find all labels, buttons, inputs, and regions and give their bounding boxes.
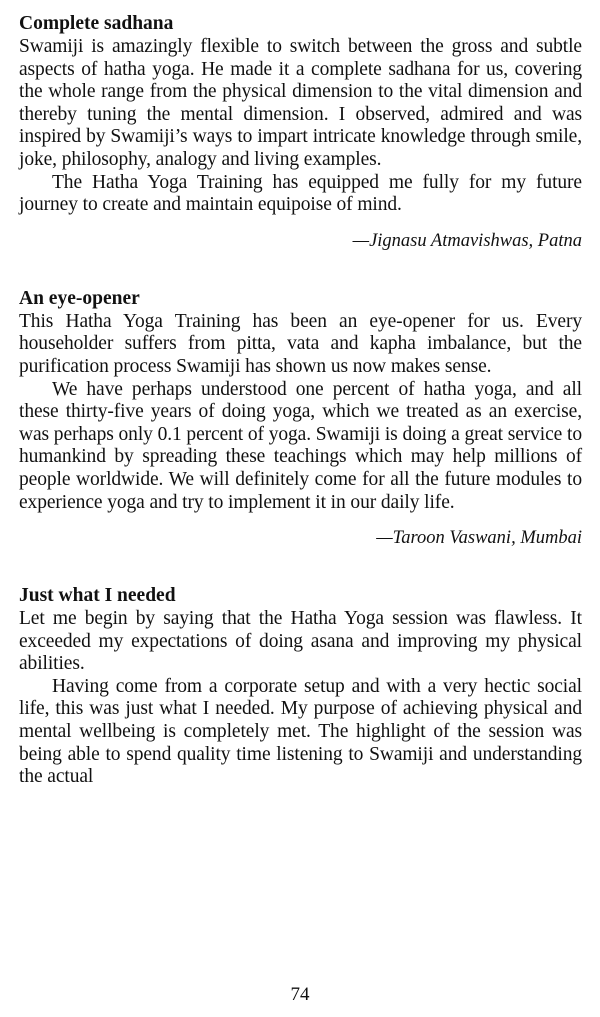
- section-heading: An eye-opener: [19, 287, 140, 309]
- page-number: 74: [290, 984, 310, 1005]
- paragraph: Let me begin by saying that the Hatha Yoga session was flawless. It exceeded my expectations of doing asana and improving my physical abilities.: [19, 608, 582, 675]
- paragraph: Swamiji is amazingly flexible to switch between the gross and subtle aspects of hatha yoga. He made it a complete sadhana for us, covering the whole range from the physical dimension to the vital dimension and thereby tuning the mental dimension. I observed, admired and was inspired by Swamiji’s ways to impart intricate knowledge through smile, joke, philosophy, analogy and living examples.: [19, 36, 582, 170]
- section-heading: Complete sadhana: [19, 13, 174, 34]
- paragraph: The Hatha Yoga Training has equipped me fully for my future journey to create and maintain equipoise of mind.: [19, 171, 582, 216]
- testimonial-eye-opener: [19, 287, 582, 550]
- book-page: [19, 12, 582, 789]
- paragraph: Having come from a corporate setup and with a very hectic social life, this was just what I needed. My purpose of achieving physical and mental wellbeing is completely met. The highlight of the session was being able to spend quality time listening to Swamiji and understanding the actual: [19, 675, 582, 788]
- testimonial-just-what-i-needed: [19, 584, 582, 789]
- paragraph: We have perhaps understood one percent of hatha yoga, and all these thirty-five years of doing yoga, which we treated as an exercise, was perhaps only 0.1 percent of yoga. Swamiji is doing a great service to humankind by spreading these teachings which may help millions of people worldwide. We will definitely come for all the future modules to experience yoga and try to implement it in our daily life.: [19, 378, 582, 513]
- attribution: —Taroon Vaswani, Mumbai: [376, 528, 582, 549]
- attribution: —Jignasu Atmavishwas, Patna: [352, 230, 582, 251]
- testimonial-complete-sadhana: [19, 12, 582, 253]
- paragraph: This Hatha Yoga Training has been an eye-opener for us. Every householder suffers from pitta, vata and kapha imbalance, but the purification process Swamiji has shown us now makes sense.: [19, 310, 582, 377]
- section-heading: Just what I needed: [19, 585, 176, 607]
